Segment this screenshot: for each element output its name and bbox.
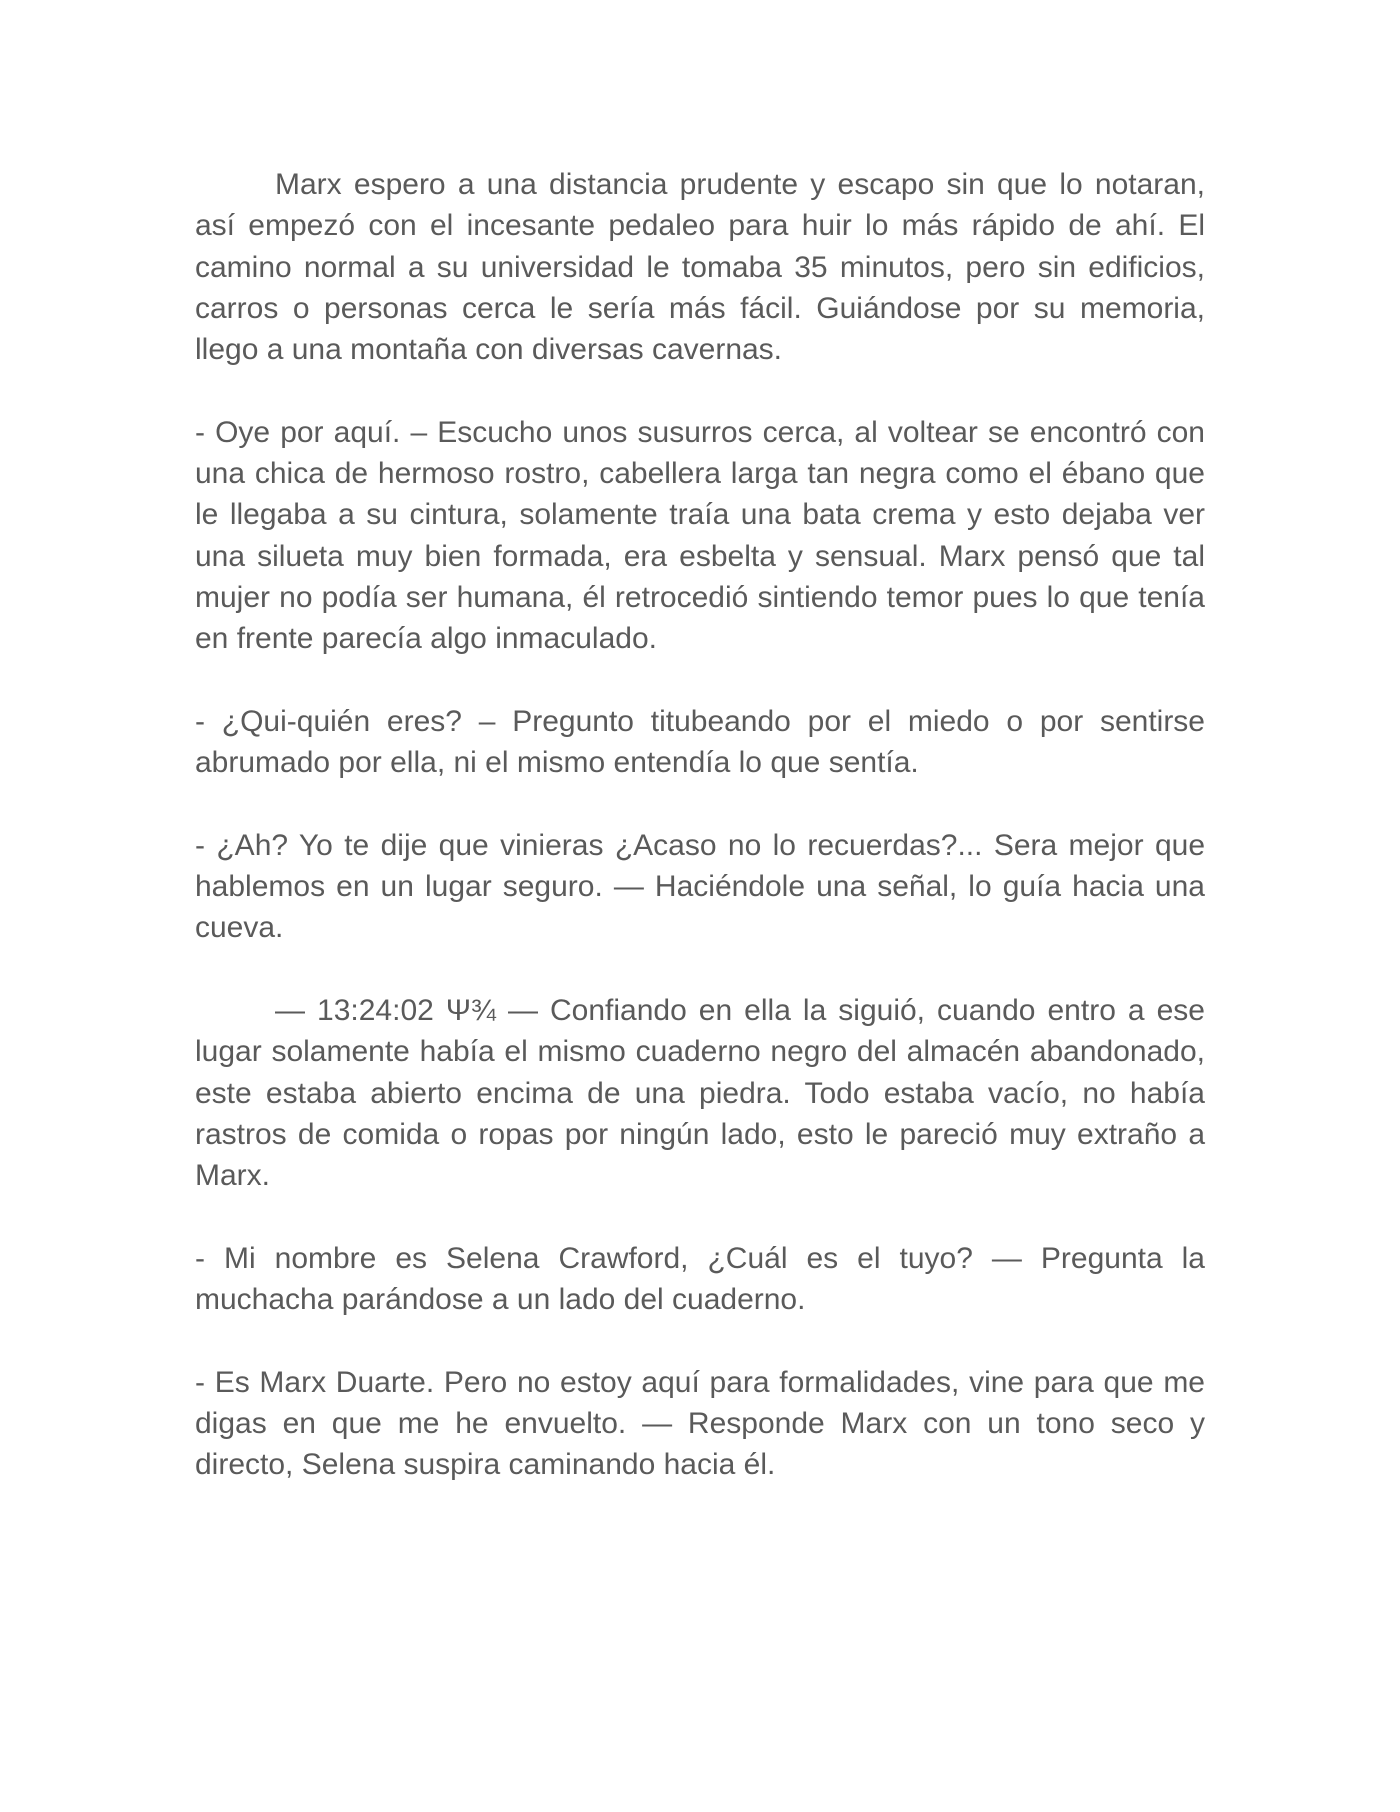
paragraph-4: - ¿Ah? Yo te dije que vinieras ¿Acaso no lo recuerdas?... Sera mejor que hablemos en un lugar seguro. — Haciéndole una señal, lo guía hacia una cueva. [195,828,1205,945]
paragraph-3: - ¿Qui-quién eres? – Pregunto titubeando por el miedo o por sentirse abrumado por ella, ni el mismo entendía lo que sentía. [195,704,1205,780]
paragraph-7: - Es Marx Duarte. Pero no estoy aquí para formalidades, vine para que me digas en que me he envuelto. — Responde Marx con un tono seco y directo, Selena suspira caminando hacia él. [195,1365,1205,1482]
paragraph-1: Marx espero a una distancia prudente y escapo sin que lo notaran, así empezó con el incesante pedaleo para huir lo más rápido de ahí. El camino normal a su universidad le tomaba 35 minutos, pero sin edificios, carros o personas cerca le sería más fácil. Guiándose por su memoria, llego a una montaña con diversas cavernas. [195,168,1205,367]
paragraph-5: — 13:24:02 Ψ¾ — Confiando en ella la siguió, cuando entro a ese lugar solamente había el mismo cuaderno negro del almacén abandonado, este estaba abierto encima de una piedra. Todo estaba vacío, no había rastros de comida o ropas por ningún lado, esto le pareció muy extraño a Marx. [195,993,1205,1193]
body-text [195,164,1205,1527]
paragraph-6: - Mi nombre es Selena Crawford, ¿Cuál es el tuyo? — Pregunta la muchacha parándose a un lado del cuaderno. [195,1241,1205,1317]
paragraph-2: - Oye por aquí. – Escucho unos susurros cerca, al voltear se encontró con una chica de hermoso rostro, cabellera larga tan negra como el ébano que le llegaba a su cintura, solamente traía una bata crema y esto dejaba ver una silueta muy bien formada, era esbelta y sensual. Marx pensó que tal mujer no podía ser humana, él retrocedió sintiendo temor pues lo que tenía en frente parecía algo inmaculado. [195,415,1205,656]
